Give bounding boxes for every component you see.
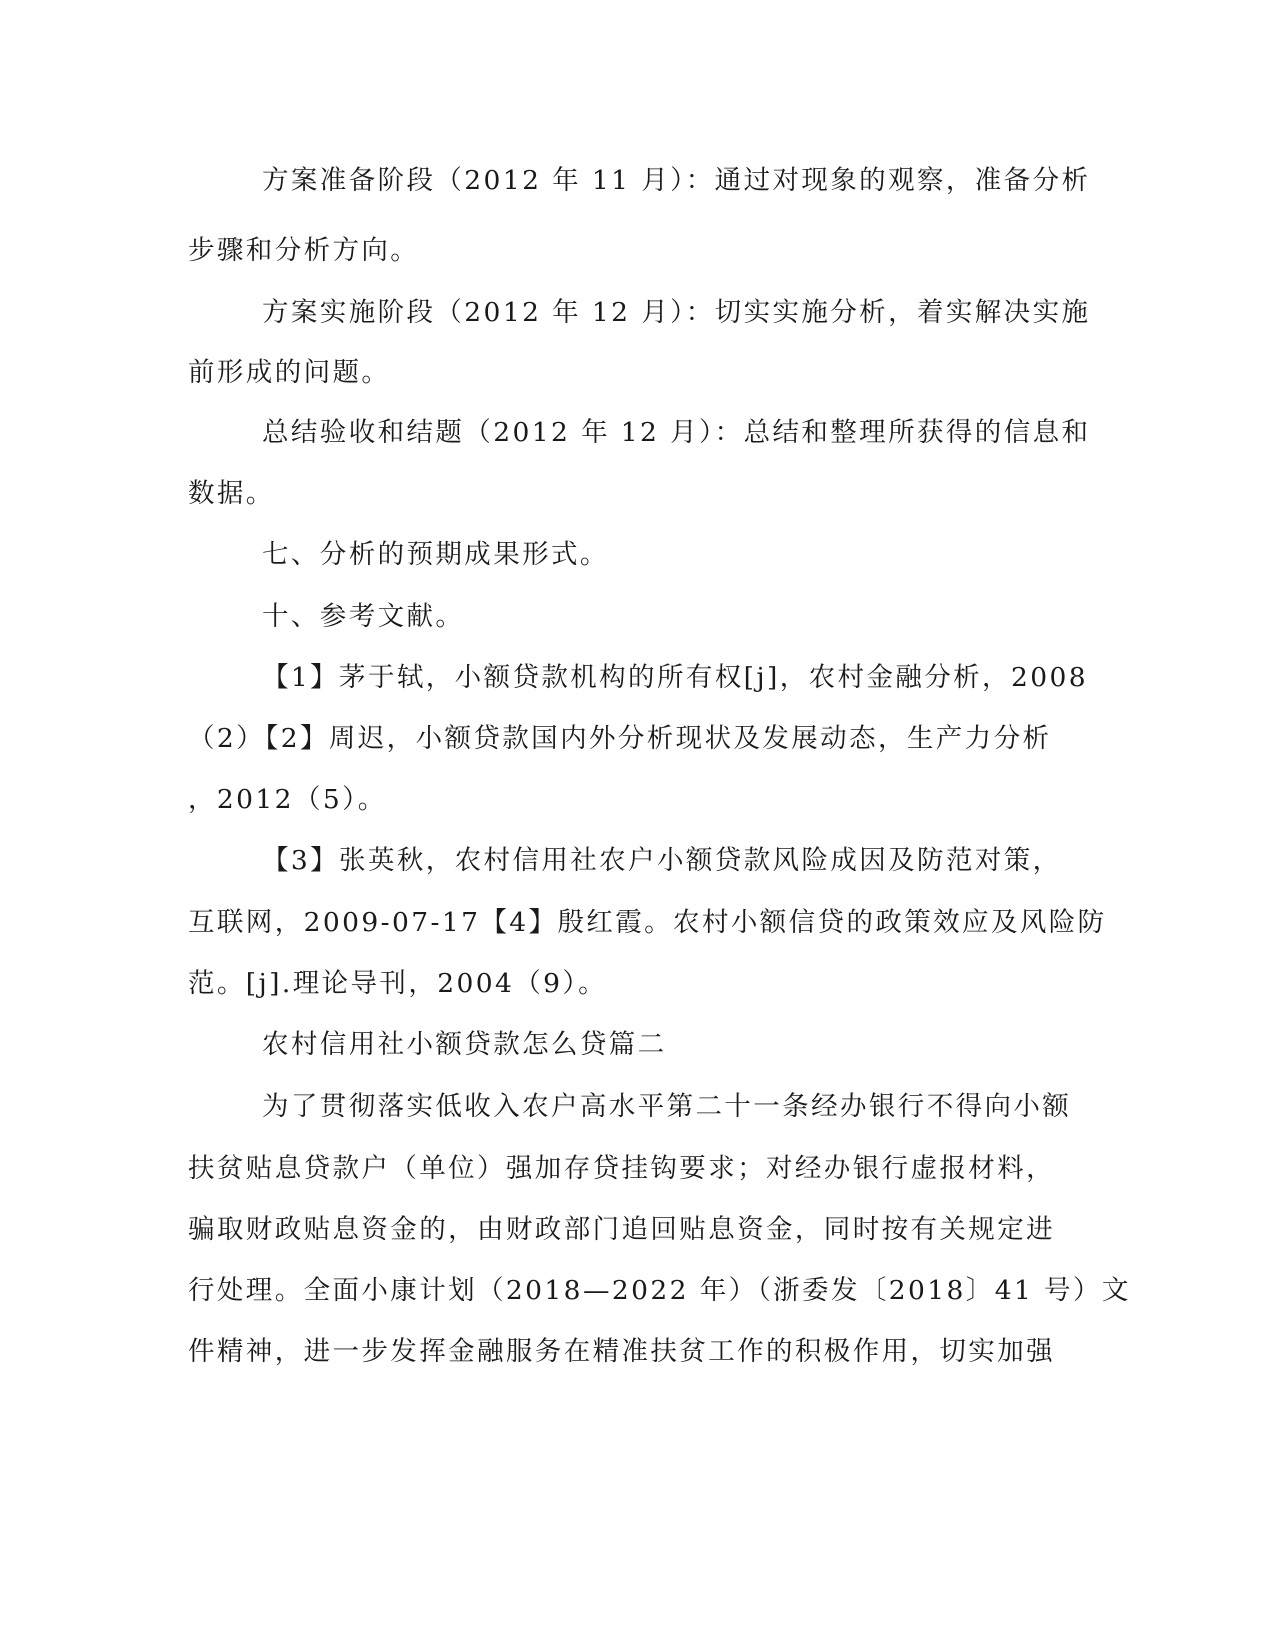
article-title: 农村信用社小额贷款怎么贷篇二 [262, 1029, 667, 1060]
reference-line: 【1】茅于轼，小额贷款机构的所有权[j]，农村金融分析，2008 [262, 662, 1088, 693]
text-line: 为了贯彻落实低收入农户高水平第二十一条经办银行不得向小额 [262, 1091, 1072, 1122]
text-line: 骗取财政贴息资金的，由财政部门追回贴息资金，同时按有关规定进 [188, 1214, 1055, 1245]
reference-line: 范。[j].理论导刊，2004（9）。 [188, 968, 607, 999]
text-line: 数据。 [188, 478, 275, 509]
text-line: 扶贫贴息贷款户（单位）强加存贷挂钩要求；对经办银行虚报材料， [188, 1153, 1055, 1184]
text-line: 总结验收和结题（2012 年 12 月）：总结和整理所获得的信息和 [262, 417, 1091, 448]
reference-line: （2）【2】周迟，小额贷款国内外分析现状及发展动态，生产力分析 [188, 723, 1052, 754]
reference-line: 互联网，2009-07-17【4】殷红霞。农村小额信贷的政策效应及风险防 [188, 907, 1107, 938]
reference-line: 【3】张英秋，农村信用社农户小额贷款风险成因及防范对策， [262, 845, 1062, 876]
text-line: 前形成的问题。 [188, 357, 391, 388]
section-heading: 十、参考文献。 [262, 601, 465, 632]
text-line: 方案实施阶段（2012 年 12 月）：切实实施分析，着实解决实施 [262, 297, 1091, 328]
section-heading: 七、分析的预期成果形式。 [262, 539, 609, 570]
text-line: 行处理。全面小康计划（2018—2022 年）（浙委发〔2018〕41 号）文 [188, 1275, 1131, 1306]
reference-line: ，2012（5）。 [188, 784, 387, 815]
text-line: 方案准备阶段（2012 年 11 月）：通过对现象的观察，准备分析 [262, 165, 1091, 196]
text-line: 件精神，进一步发挥金融服务在精准扶贫工作的积极作用，切实加强 [188, 1336, 1055, 1367]
text-line: 步骤和分析方向。 [188, 235, 420, 266]
